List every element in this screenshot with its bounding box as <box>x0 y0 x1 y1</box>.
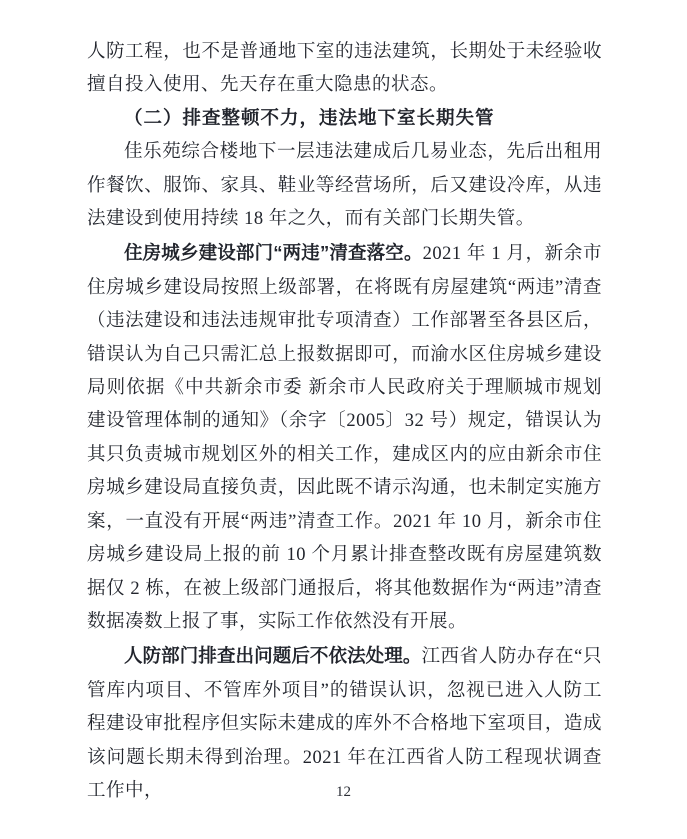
paragraph-civil-defense-text: 江西省人防办存在“只管库内项目、不管库外项目”的错误认识，忽视已进入人防工程建设审批程序但实际未建成的库外不合格地下室项目，造成该问题长期未得到治理。2021 年在江西省人防工程现状调查工作中， <box>87 647 602 801</box>
paragraph-housing-dept <box>87 236 602 639</box>
page-number: 12 <box>336 784 351 800</box>
paragraph-jialeyuan-building: 佳乐苑综合楼地下一层违法建成后几易业态，先后出租用作餐饮、服饰、家具、鞋业等经营场所，后又建设冷库，从违法建设到使用持续 18 年之久，而有关部门长期失管。 <box>87 142 602 230</box>
bold-lead-civil-defense: 人防部门排查出问题后不依法处理。 <box>124 645 422 667</box>
section-heading: （二）排查整顿不力，违法地下室长期失管 <box>124 108 495 129</box>
paragraph-civil-defense <box>87 639 602 808</box>
bold-lead-housing-dept: 住房城乡建设部门“两违”清查落空。 <box>124 242 423 264</box>
paragraph-continuation: 人防工程，也不是普通地下室的违法建筑，长期处于未经验收擅自投入使用、先天存在重大隐患的状态。 <box>87 42 602 96</box>
paragraph-housing-dept-text: 2021 年 1 月，新余市住房城乡建设局按照上级部署，在将既有房屋建筑“两违”清查（违法建设和违法违规审批专项清查）工作部署至各县区后，错误认为自己只需汇总上报数据即可，而渝水区住房城乡建设局则依据《中共新余市委 新余市人民政府关于理顺城市规划建设管理体制的通知》（余字〔2005〕32 号）规定，错误认为其只负责城市规划区外的相关工作，建成区内的应由新余市住房城乡建设局直接负责，因此既不请示沟通，也未制定实施方案，一直没有开展“两违”清查工作。2021 年 10 月，新余市住房城乡建设局上报的前 10 个月累计排查整改既有房屋建筑数据仅 2 栋，在被上级部门通报后，将其他数据作为“两违”清查数据凑数上报了事，实际工作依然没有开展。 <box>87 244 602 632</box>
